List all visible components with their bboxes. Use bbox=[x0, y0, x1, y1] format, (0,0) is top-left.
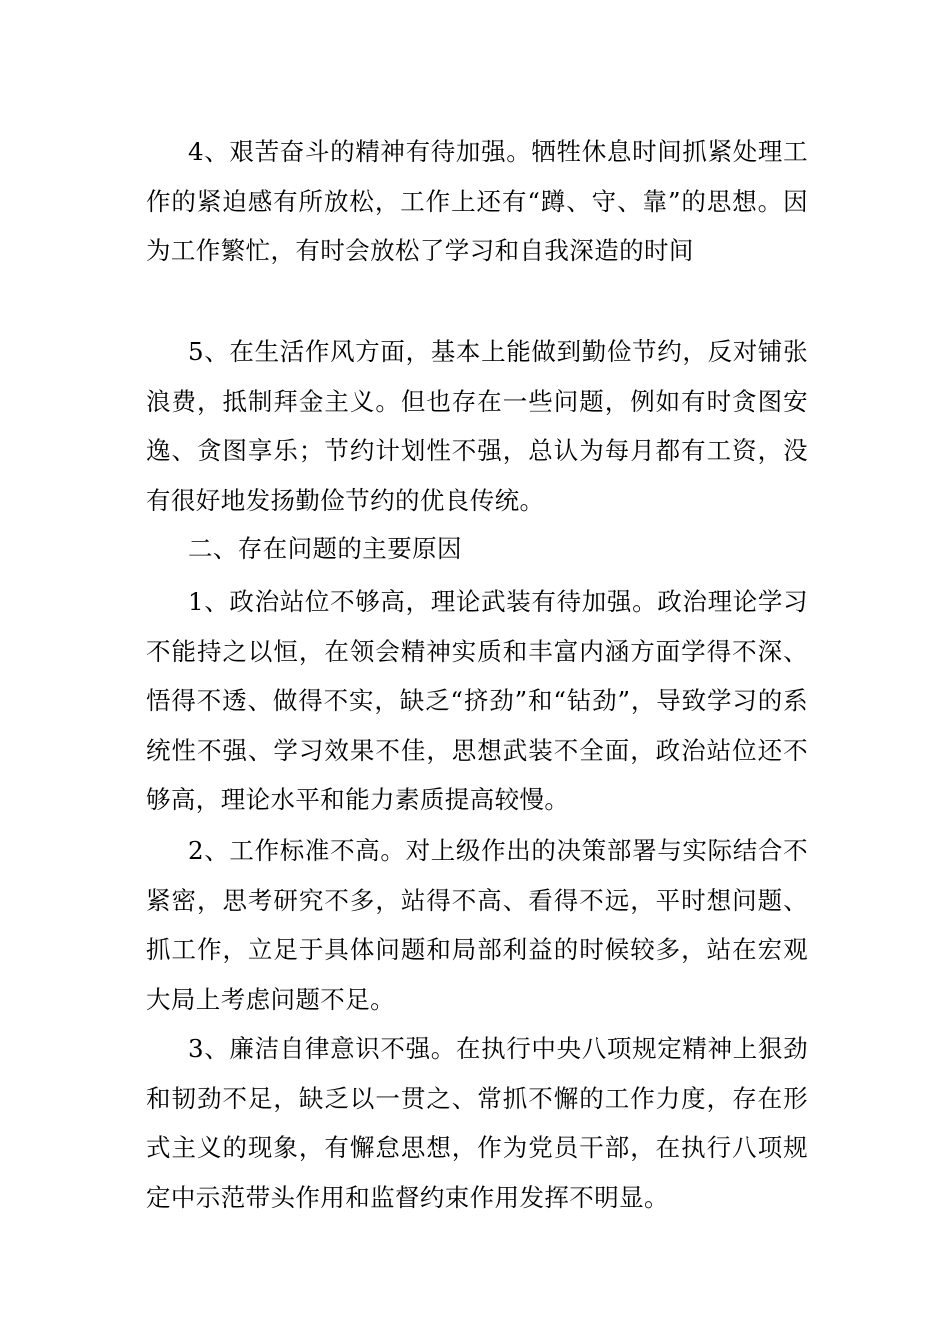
paragraph-5-lifestyle: 5、在生活作风方面，基本上能做到勤俭节约，反对铺张浪费，抵制拜金主义。但也存在一些问题，例如有时贪图安逸、贪图享乐；节约计划性不强，总认为每月都有工资，没有很好地发扬勤俭节约的优良传统。 bbox=[146, 337, 808, 515]
paragraph-cause-2-work-standard: 2、工作标准不高。对上级作出的决策部署与实际结合不紧密，思考研究不多，站得不高、看得不远，平时想问题、抓工作，立足于具体问题和局部利益的时候较多，站在宏观大局上考虑问题不足。 bbox=[146, 836, 808, 1014]
paragraph-4-hard-work: 4、艰苦奋斗的精神有待加强。牺牲休息时间抓紧处理工作的紧迫感有所放松，工作上还有“蹲、守、靠”的思想。因为工作繁忙，有时会放松了学习和自我深造的时间 bbox=[146, 137, 808, 265]
paragraph-cause-3-integrity: 3、廉洁自律意识不强。在执行中央八项规定精神上狠劲和韧劲不足，缺乏以一贯之、常抓不懈的工作力度，存在形式主义的现象，有懈怠思想，作为党员干部，在执行八项规定中示范带头作用和监督约束作用发挥不明显。 bbox=[146, 1034, 808, 1212]
paragraph-cause-1-political: 1、政治站位不够高，理论武装有待加强。政治理论学习不能持之以恒，在领会精神实质和丰富内涵方面学得不深、悟得不透、做得不实，缺乏“挤劲”和“钻劲”，导致学习的系统性不强、学习效果不佳，思想武装不全面，政治站位还不够高，理论水平和能力素质提高较慢。 bbox=[146, 587, 808, 814]
section-heading-main-causes: 二、存在问题的主要原因 bbox=[188, 534, 462, 563]
